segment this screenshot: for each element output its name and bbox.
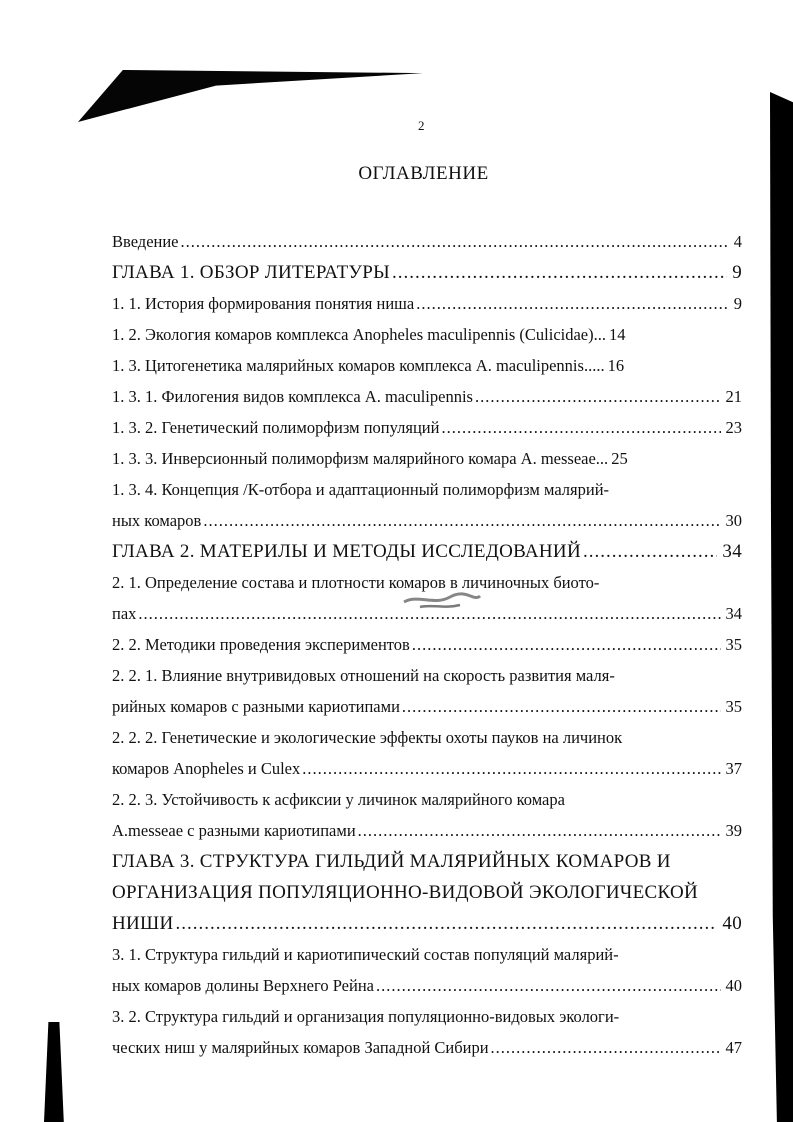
toc-entry — [112, 815, 742, 846]
toc-entry-page: 9 — [733, 294, 742, 313]
toc-entry — [112, 753, 742, 784]
toc-entry-page: 30 — [725, 511, 742, 530]
toc-entry — [112, 443, 742, 474]
toc-entry — [112, 660, 742, 691]
dot-leader — [412, 629, 721, 660]
toc-entry-text: 2. 2. 2. Генетические и экологические эффекты охоты пауков на личинок — [112, 728, 623, 747]
toc-entry — [112, 784, 742, 815]
toc-entry-text: пах — [112, 604, 137, 623]
toc-entry-page: 40 — [725, 976, 742, 995]
toc-entry-text: 1. 3. 3. Инверсионный полиморфизм малярийного комара A. messeae... — [112, 449, 609, 468]
toc-chapter-heading — [112, 877, 742, 908]
ink-smudge — [400, 588, 482, 610]
toc-entry-text: ГЛАВА 3. СТРУКТУРА ГИЛЬДИЙ МАЛЯРИЙНЫХ КОМАРОВ И — [112, 851, 671, 872]
toc-entry — [112, 629, 742, 660]
toc-chapter-heading — [112, 257, 742, 288]
toc-entry-page: 14 — [609, 325, 626, 344]
toc-entry — [112, 1001, 742, 1032]
toc-entry — [112, 691, 742, 722]
toc-chapter-heading — [112, 908, 742, 939]
toc-entry-text: 1. 1. История формирования понятия ниша — [112, 294, 415, 313]
page-title: ОГЛАВЛЕНИЕ — [358, 163, 489, 184]
dot-leader — [491, 1032, 721, 1063]
toc-entry-text: 2. 2. 3. Устойчивость к асфиксии у личинок малярийного комара — [112, 790, 565, 809]
toc-entry-text: ОРГАНИЗАЦИЯ ПОПУЛЯЦИОННО-ВИДОВОЙ ЭКОЛОГИЧЕСКОЙ — [112, 882, 698, 903]
toc-entry — [112, 1032, 742, 1063]
scan-artifact-right-edge — [770, 92, 793, 1122]
toc-entry-text: Введение — [112, 232, 179, 251]
toc-entry-page: 34 — [725, 604, 742, 623]
toc-entry-text: A.messeae с разными кариотипами — [112, 821, 356, 840]
toc-entry-page: 23 — [725, 418, 742, 437]
toc-entry-text: 2. 1. Определение состава и плотности комаров в личиночных биото- — [112, 573, 600, 592]
toc-entry-page: 25 — [611, 449, 628, 468]
toc-entry — [112, 505, 742, 536]
dot-leader — [203, 505, 720, 536]
toc-entry-page: 37 — [725, 759, 742, 778]
toc-entry-text: комаров Anopheles и Culex — [112, 759, 301, 778]
toc-entry — [112, 288, 742, 319]
toc-entry — [112, 722, 742, 753]
dot-leader — [302, 753, 720, 784]
toc-entry-page: 16 — [607, 356, 625, 375]
toc-chapter-heading — [112, 536, 742, 567]
toc-entry-page: 40 — [722, 913, 742, 934]
toc-entry-page: 35 — [725, 635, 742, 654]
toc-entry-text: рийных комаров с разными кариотипами — [112, 697, 400, 716]
dot-leader — [416, 288, 729, 319]
toc-entry-text: ных комаров долины Верхнего Рейна — [112, 976, 374, 995]
toc-entry-text: 1. 3. 4. Концепция /К-отбора и адаптационный полиморфизм малярий- — [112, 480, 610, 499]
toc-entry-text: 3. 2. Структура гильдий и организация популяционно-видовых экологи- — [112, 1007, 620, 1026]
dot-leader — [376, 970, 721, 1001]
toc-entry — [112, 350, 742, 381]
toc-entry-text: 3. 1. Структура гильдий и кариотипический состав популяций малярий- — [112, 945, 619, 964]
scan-artifact-left-edge — [44, 1022, 66, 1122]
toc-entry — [112, 970, 742, 1001]
dot-leader — [583, 536, 717, 567]
toc-entry-page: 34 — [722, 541, 742, 562]
toc-entry — [112, 939, 742, 970]
toc-entry — [112, 474, 742, 505]
dot-leader — [176, 908, 718, 939]
scan-artifact-top — [78, 70, 423, 122]
toc-entry-text: 1. 3. 1. Филогения видов комплекса A. maculipennis — [112, 387, 473, 406]
dot-leader — [358, 815, 721, 846]
dot-leader — [181, 226, 729, 257]
toc-entry — [112, 226, 742, 257]
toc-entry-text: ных комаров — [112, 511, 202, 530]
toc-entry-page: 35 — [725, 697, 742, 716]
toc-entry-page: 21 — [725, 387, 742, 406]
toc-entry-text: 1. 2. Экология комаров комплекса Anopheles maculipennis (Culicidae)... — [112, 325, 606, 344]
dot-leader — [392, 257, 727, 288]
toc-entry-text: 1. 3. Цитогенетика малярийных комаров комплекса A. maculipennis..... — [112, 356, 605, 375]
table-of-contents — [112, 226, 742, 1063]
toc-entry-text: 1. 3. 2. Генетический полиморфизм популяций — [112, 418, 440, 437]
toc-entry-text: ГЛАВА 1. ОБЗОР ЛИТЕРАТУРЫ — [112, 262, 390, 283]
toc-entry — [112, 319, 742, 350]
toc-entry — [112, 381, 742, 412]
toc-entry-page: 4 — [733, 232, 742, 251]
toc-entry-page: 39 — [725, 821, 742, 840]
toc-entry-text: ГЛАВА 2. МАТЕРИЛЫ И МЕТОДЫ ИССЛЕДОВАНИЙ — [112, 541, 581, 562]
toc-entry-text: 2. 2. 1. Влияние внутривидовых отношений на скорость развития маля- — [112, 666, 615, 685]
page-number: 2 — [418, 118, 425, 133]
toc-entry — [112, 412, 742, 443]
dot-leader — [402, 691, 721, 722]
toc-entry-page: 9 — [732, 262, 742, 283]
toc-entry-text: НИШИ — [112, 913, 174, 934]
toc-chapter-heading — [112, 846, 742, 877]
dot-leader — [475, 381, 721, 412]
dot-leader — [441, 412, 720, 443]
toc-entry-text: 2. 2. Методики проведения экспериментов — [112, 635, 410, 654]
toc-entry-page: 47 — [725, 1038, 742, 1057]
toc-entry-text: ческих ниш у малярийных комаров Западной Сибири — [112, 1038, 489, 1057]
